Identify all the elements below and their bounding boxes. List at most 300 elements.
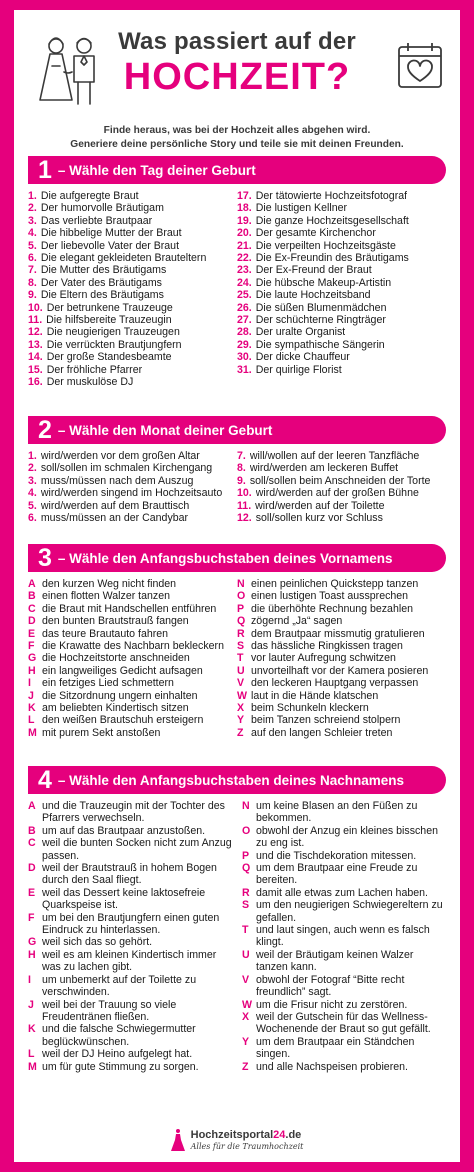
section-number: 1 — [38, 156, 52, 184]
list-item — [28, 974, 232, 999]
list-item-key: 15. — [28, 363, 43, 376]
section-title: – Wähle den Anfangsbuchstaben deines Nachnamens — [57, 772, 404, 788]
list-item — [237, 665, 446, 677]
list-item-key: Q — [242, 862, 251, 875]
list-item — [28, 714, 237, 726]
list-item — [28, 912, 232, 937]
brand-name — [191, 1129, 304, 1142]
list-item-text: soll/sollen kurz vor Schluss — [255, 512, 383, 525]
list-item — [242, 974, 446, 999]
intro-text — [34, 124, 440, 152]
list-item — [237, 702, 446, 714]
list-item — [237, 277, 446, 289]
list-item — [237, 578, 446, 590]
list-item-key: M — [28, 726, 37, 739]
list-item — [28, 800, 232, 825]
list-item — [28, 1048, 232, 1060]
list-item-text: um dem Brautpaar ein Ständchen singen. — [256, 1035, 415, 1061]
list-item-key: 7. — [28, 264, 37, 277]
list-item-key: 6. — [28, 252, 37, 265]
list-item-text: weil bei der Trauung so viele Freudentränen fließen. — [42, 998, 177, 1023]
list-item-text: Der dicke Chauffeur — [255, 351, 350, 364]
list-item-key: 13. — [28, 338, 43, 351]
list-column-right — [237, 578, 446, 739]
list-item-text: wird/werden auf dem Brauttisch — [40, 499, 190, 512]
list-item — [237, 264, 446, 276]
list-item-key: 19. — [237, 214, 252, 227]
section-number: 2 — [38, 416, 52, 444]
list-item-key: 5. — [28, 499, 37, 512]
list-item — [242, 899, 446, 924]
list-item — [28, 314, 237, 326]
section-3-header — [28, 544, 446, 572]
list-item — [237, 351, 446, 363]
list-item — [28, 949, 232, 974]
list-item-key: P — [242, 849, 250, 862]
list-item — [237, 339, 446, 351]
section-title: – Wähle den Anfangsbuchstaben deines Vornamens — [57, 550, 393, 566]
list-item-text: und laut singen, auch wenn es falsch klingt. — [256, 924, 430, 949]
list-item-key: J — [28, 998, 34, 1011]
list-item — [28, 936, 232, 948]
title-top: Was passiert auf der — [118, 28, 356, 55]
list-item-key: 2. — [28, 462, 37, 475]
list-item-text: wird/werden am leckeren Buffet — [249, 462, 399, 475]
list-item-key: 2. — [28, 202, 37, 215]
list-item-key: J — [28, 689, 34, 702]
list-item-text: Das verliebte Brautpaar — [40, 214, 153, 227]
list-item-key: 6. — [28, 512, 37, 525]
list-item-key: V — [237, 677, 245, 690]
list-item-key: O — [237, 590, 246, 603]
brand-main: Hochzeitsportal — [190, 1129, 274, 1141]
list-item-key: 4. — [28, 487, 37, 500]
list-item — [28, 190, 237, 202]
list-item-key: N — [242, 800, 250, 812]
list-item-text: Der tätowierte Hochzeitsfotograf — [255, 190, 408, 202]
list-column-left — [28, 800, 240, 1073]
section-title: – Wähle den Monat deiner Geburt — [57, 422, 273, 438]
list-item-key: 31. — [237, 363, 252, 376]
list-column-right — [237, 190, 446, 389]
list-item — [28, 277, 237, 289]
list-item — [28, 837, 232, 862]
list-item-key: 14. — [28, 351, 43, 364]
list-item — [28, 1023, 232, 1048]
list-item — [242, 1011, 446, 1036]
list-item — [28, 450, 237, 462]
list-item-text: und alle Nachspeisen probieren. — [256, 1060, 408, 1073]
list-item-key: G — [28, 652, 37, 665]
list-item-key: D — [28, 615, 36, 628]
list-item-key: 5. — [28, 239, 37, 252]
list-item-text: Der große Standesbeamte — [46, 351, 172, 364]
list-item — [242, 999, 446, 1011]
list-item-text: muss/müssen an der Candybar — [40, 512, 189, 525]
list-item-key: Z — [237, 726, 244, 739]
list-item-text: Die hibbelige Mutter der Braut — [40, 227, 182, 240]
list-item — [28, 1061, 232, 1073]
list-item-text: Der fröhliche Pfarrer — [46, 363, 143, 376]
list-item-key: 21. — [237, 239, 252, 252]
list-item — [242, 949, 446, 974]
list-item-text: soll/sollen im schmalen Kirchengang — [40, 462, 213, 475]
list-item-key: Q — [237, 615, 246, 628]
list-column-right — [240, 800, 446, 1073]
list-item-key: H — [28, 948, 36, 961]
list-item — [28, 462, 237, 474]
list-item-key: G — [28, 936, 37, 949]
list-item-text: obwohl der Anzug ein kleines bisschen zu eng ist. — [256, 824, 438, 850]
list-item-text: und die Trauzeugin mit der Tochter des Pfarrers verwechseln. — [42, 800, 225, 825]
list-item-key: U — [237, 664, 245, 677]
list-item-text: Der gesamte Kirchenchor — [255, 227, 376, 240]
list-item — [237, 240, 446, 252]
list-item — [28, 590, 237, 602]
list-item-key: I — [28, 677, 31, 690]
list-item-key: T — [237, 652, 244, 665]
list-item — [237, 590, 446, 602]
list-item-key: T — [242, 924, 249, 937]
infographic-card — [14, 10, 460, 1162]
list-item-text: den weißen Brautschuh ersteigern — [42, 714, 204, 727]
list-item-text: Die elegant gekleideten Brauteltern — [40, 252, 207, 265]
list-item-key: L — [28, 714, 35, 727]
list-item — [28, 227, 237, 239]
list-item-text: beim Tanzen schreiend stolpern — [251, 714, 401, 727]
list-item — [242, 800, 446, 825]
list-item-text: Der schüchterne Ringträger — [255, 314, 386, 327]
list-item-text: weil es am kleinen Kindertisch immer was zu lachen gibt. — [42, 948, 217, 974]
list-item-text: die Sitzordnung ungern einhalten — [42, 689, 198, 702]
list-column-left — [28, 190, 237, 389]
list-item-text: das teure Brautauto fahren — [42, 627, 169, 640]
list-item-text: Die verpeilten Hochzeitsgäste — [255, 239, 396, 252]
list-item — [28, 640, 237, 652]
section-4-header — [28, 766, 446, 794]
list-item-key: 9. — [237, 474, 246, 487]
list-item-text: um auf das Brautpaar anzustoßen. — [42, 824, 206, 837]
list-item — [28, 339, 237, 351]
section-number: 3 — [38, 544, 52, 572]
list-item-key: 25. — [237, 289, 252, 302]
list-item — [237, 475, 446, 487]
list-item-text: Der humorvolle Bräutigam — [40, 202, 164, 215]
list-item-text: am beliebten Kindertisch sitzen — [42, 702, 189, 715]
list-item-text: weil der Bräutigam keinen Walzer tanzen kann. — [256, 948, 414, 974]
list-item-text: unvorteilhaft vor der Kamera posieren — [251, 664, 429, 677]
list-item — [28, 326, 237, 338]
list-item-text: einen peinlichen Quickstepp tanzen — [251, 578, 419, 590]
list-item — [28, 665, 237, 677]
list-item-text: die überhöhte Rechnung bezahlen — [251, 602, 413, 615]
section-2-list — [28, 450, 446, 524]
list-item-key: B — [28, 824, 36, 837]
list-item — [28, 240, 237, 252]
list-item-text: damit alle etwas zum Lachen haben. — [256, 886, 428, 899]
brand-number: 24 — [273, 1129, 286, 1141]
list-item — [28, 364, 237, 376]
list-item-key: W — [237, 689, 247, 702]
list-item-text: wird/werden auf der Toilette — [255, 499, 385, 512]
list-item-text: Die ganze Hochzeitsgesellschaft — [255, 214, 409, 227]
list-item-text: das hässliche Ringkissen tragen — [251, 640, 403, 653]
list-item — [28, 512, 237, 524]
list-item-key: O — [242, 824, 251, 837]
list-item — [237, 215, 446, 227]
list-item — [28, 264, 237, 276]
list-item-text: beim Schunkeln kleckern — [251, 702, 369, 715]
list-item — [28, 202, 237, 214]
list-item — [237, 326, 446, 338]
list-item-text: mit purem Sekt anstoßen — [42, 726, 161, 739]
list-item-text: Die Mutter des Bräutigams — [40, 264, 167, 277]
list-item-text: wird/werden vor dem großen Altar — [40, 450, 200, 462]
list-item — [237, 190, 446, 202]
list-item — [237, 640, 446, 652]
list-item-text: laut in die Hände klatschen — [251, 689, 379, 702]
list-item-key: Y — [237, 714, 245, 727]
list-item-text: vor lauter Aufregung schwitzen — [251, 652, 396, 665]
page-title: HOCHZEIT? — [123, 56, 351, 98]
list-item — [28, 252, 237, 264]
list-item-key: 22. — [237, 252, 252, 265]
list-item-key: 8. — [237, 462, 246, 475]
list-item-key: 7. — [237, 450, 246, 462]
list-item — [237, 227, 446, 239]
list-column-right — [237, 450, 446, 524]
list-item — [237, 615, 446, 627]
list-item-key: F — [28, 911, 35, 924]
list-item — [28, 727, 237, 739]
list-item — [28, 677, 237, 689]
list-item-key: 26. — [237, 301, 252, 314]
list-item-key: 8. — [28, 276, 37, 289]
list-item-key: 10. — [237, 487, 252, 500]
brand-tld: .de — [285, 1129, 302, 1141]
list-item — [28, 825, 232, 837]
list-item — [242, 825, 446, 850]
list-item — [237, 677, 446, 689]
list-item-key: S — [242, 899, 250, 912]
list-item-text: die Hochzeitstorte anschneiden — [42, 652, 190, 665]
list-item — [237, 714, 446, 726]
list-item-text: obwohl der Fotograf “Bitte recht freundlich” sagt. — [256, 973, 405, 999]
list-item-key: X — [242, 1010, 250, 1023]
list-item-key: W — [242, 998, 252, 1011]
list-item-key: 4. — [28, 227, 37, 240]
list-item-key: 23. — [237, 264, 252, 277]
list-item-text: Der Ex-Freund der Braut — [255, 264, 372, 277]
list-item-text: Die verrückten Brautjungfern — [46, 338, 182, 351]
list-item-key: C — [28, 837, 36, 850]
list-item — [237, 302, 446, 314]
list-item — [28, 351, 237, 363]
list-item-text: weil die bunten Socken nicht zum Anzug passen. — [42, 837, 232, 862]
list-item — [237, 690, 446, 702]
list-item — [28, 215, 237, 227]
list-item-text: weil der Gutschein für das Wellness-Wochenende der Braut so gut gefällt. — [256, 1010, 431, 1036]
list-item-key: S — [237, 640, 245, 653]
list-item-text: Die laute Hochzeitsband — [255, 289, 371, 302]
list-item — [28, 862, 232, 887]
list-item — [28, 603, 237, 615]
list-item-key: 16. — [28, 376, 43, 389]
list-item-key: L — [28, 1048, 35, 1061]
list-item-text: Der uralte Organist — [255, 326, 346, 339]
brand-tagline: Alles für die Traumhochzeit — [190, 1142, 304, 1151]
list-item-key: 1. — [28, 450, 37, 462]
list-item-key: 3. — [28, 474, 37, 487]
list-item-key: D — [28, 862, 36, 875]
list-item — [237, 314, 446, 326]
list-item — [28, 887, 232, 912]
list-item-text: zögernd „Ja“ sagen — [251, 615, 343, 628]
list-item-key: B — [28, 590, 36, 603]
list-item-key: 9. — [28, 289, 37, 302]
list-item-key: 12. — [237, 512, 252, 525]
list-item-key: 17. — [237, 190, 252, 202]
list-item-text: weil sich das so gehört. — [42, 936, 153, 949]
list-item — [28, 652, 237, 664]
list-item-key: 11. — [237, 499, 252, 512]
list-item-key: E — [28, 886, 36, 899]
list-item-key: A — [28, 578, 36, 590]
list-item-text: Der liebevolle Vater der Braut — [40, 239, 180, 252]
list-item — [237, 289, 446, 301]
list-item — [28, 628, 237, 640]
list-item-text: Der betrunkene Trauzeuge — [46, 301, 173, 314]
list-item — [237, 487, 446, 499]
list-item-text: auf den langen Schleier treten — [251, 726, 393, 739]
list-item — [237, 462, 446, 474]
list-item-key: K — [28, 702, 36, 715]
list-item — [28, 615, 237, 627]
list-item-text: Die sympathische Sängerin — [255, 338, 385, 351]
list-item — [242, 850, 446, 862]
list-item-key: 12. — [28, 326, 43, 339]
list-item-text: um die Frisur nicht zu zerstören. — [256, 998, 408, 1011]
list-item-text: wird/werden singend im Hochzeitsauto — [40, 487, 223, 500]
section-4-list — [28, 800, 446, 1073]
list-item-text: um dem Brautpaar eine Freude zu bereiten. — [256, 862, 418, 887]
list-item-text: einen lustigen Toast aussprechen — [251, 590, 409, 603]
list-item-key: 27. — [237, 314, 252, 327]
list-item-text: um für gute Stimmung zu sorgen. — [42, 1060, 199, 1073]
list-item-key: A — [28, 800, 36, 812]
list-item-text: Die aufgeregte Braut — [40, 190, 139, 202]
calendar-heart-icon — [396, 40, 444, 90]
list-item-key: 10. — [28, 301, 43, 314]
list-item-text: und die falsche Schwiegermutter beglückwünschen. — [42, 1023, 196, 1048]
list-column-left — [28, 450, 237, 524]
list-item — [28, 376, 237, 388]
section-number: 4 — [38, 766, 52, 794]
list-item-key: X — [237, 702, 245, 715]
list-item — [242, 862, 446, 887]
section-1-header — [28, 156, 446, 184]
list-item — [28, 999, 232, 1024]
list-item-key: 29. — [237, 338, 252, 351]
list-item-text: Die lustigen Kellner — [255, 202, 348, 215]
list-item-key: P — [237, 602, 245, 615]
list-item-text: ein langweiliges Gedicht aufsagen — [42, 664, 203, 677]
list-item-text: Die süßen Blumenmädchen — [255, 301, 387, 314]
list-item-key: V — [242, 973, 250, 986]
list-item-key: U — [242, 948, 250, 961]
list-item — [28, 289, 237, 301]
list-item-text: muss/müssen nach dem Auszug — [40, 474, 194, 487]
section-3-list — [28, 578, 446, 739]
list-item-text: den bunten Brautstrauß fangen — [42, 615, 189, 628]
list-item-text: um unbemerkt auf der Toilette zu verschwinden. — [42, 973, 197, 999]
list-item-key: H — [28, 664, 36, 677]
list-item — [28, 702, 237, 714]
list-item-key: R — [237, 627, 245, 640]
list-item-key: 28. — [237, 326, 252, 339]
section-title: – Wähle den Tag deiner Geburt — [57, 162, 256, 178]
list-item — [242, 887, 446, 899]
list-item-text: weil der Brautstrauß in hohem Bogen durch den Saal fliegt. — [42, 862, 217, 887]
section-1-list — [28, 190, 446, 389]
list-item-text: weil das Dessert keine laktosefreie Quarkspeise ist. — [42, 886, 206, 912]
list-item-text: will/wollen auf der leeren Tanzfläche — [249, 450, 420, 462]
list-item-key: Z — [242, 1060, 249, 1073]
list-item-text: ein fetziges Lied schmettern — [42, 677, 174, 690]
intro-line-2: Generiere deine persönliche Story und teile sie mit deinen Freunden. — [70, 139, 404, 150]
list-item-key: 20. — [237, 227, 252, 240]
list-item-text: wird/werden auf der großen Bühne — [255, 487, 419, 500]
list-item — [28, 302, 237, 314]
list-item — [28, 690, 237, 702]
list-item — [237, 364, 446, 376]
list-item-key: F — [28, 640, 35, 653]
list-item-key: 24. — [237, 276, 252, 289]
list-item — [242, 924, 446, 949]
list-item-key: 18. — [237, 202, 252, 215]
list-item-text: Die Eltern des Bräutigams — [40, 289, 164, 302]
list-item-key: 11. — [28, 314, 43, 327]
list-item-text: dem Brautpaar missmutig gratulieren — [251, 627, 425, 640]
list-item-key: R — [242, 886, 250, 899]
list-item-text: Die hilfsbereite Trauzeugin — [46, 314, 172, 327]
list-item-text: Die neugierigen Trauzeugen — [46, 326, 180, 339]
intro-line-1: Finde heraus, was bei der Hochzeit alles abgehen wird. — [103, 125, 371, 136]
list-item-text: Die hübsche Makeup-Artistin — [255, 276, 392, 289]
list-item-text: soll/sollen beim Anschneiden der Torte — [249, 474, 431, 487]
list-item — [237, 512, 446, 524]
list-item — [28, 578, 237, 590]
list-item — [237, 652, 446, 664]
list-item — [237, 252, 446, 264]
list-item-text: um keine Blasen an den Füßen zu bekommen. — [256, 800, 418, 825]
list-item-key: K — [28, 1023, 36, 1036]
list-item-key: C — [28, 602, 36, 615]
list-item-text: um den neugierigen Schwiegereltern zu gefallen. — [256, 899, 443, 924]
list-item-key: Y — [242, 1035, 250, 1048]
list-item-key: 3. — [28, 214, 37, 227]
list-item-key: I — [28, 973, 31, 986]
footer-logo — [14, 1122, 460, 1158]
list-item — [242, 1061, 446, 1073]
list-item-text: Der Vater des Bräutigams — [40, 276, 162, 289]
list-item-text: Die Ex-Freundin des Bräutigams — [255, 252, 409, 265]
list-item-key: N — [237, 578, 245, 590]
list-item — [237, 727, 446, 739]
list-item-key: E — [28, 627, 36, 640]
list-item — [237, 450, 446, 462]
list-item — [28, 487, 237, 499]
